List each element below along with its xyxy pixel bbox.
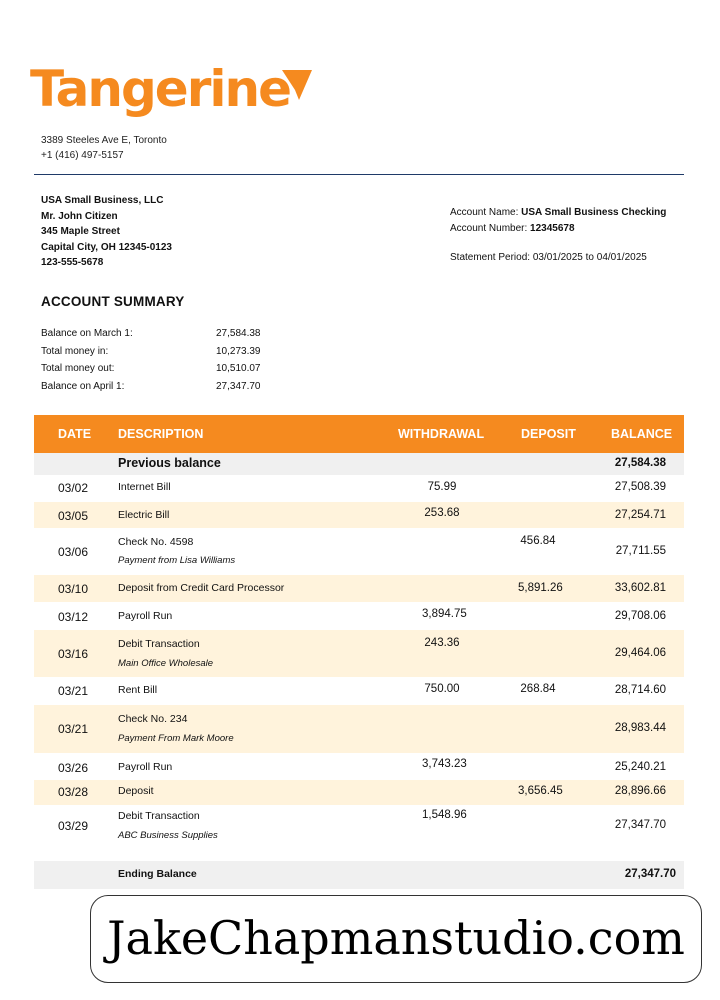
row-description: Internet Bill xyxy=(118,481,171,493)
row-description: Check No. 4598 xyxy=(118,536,194,548)
ending-balance-row xyxy=(34,861,684,889)
previous-balance-label: Previous balance xyxy=(118,456,221,470)
summary-row xyxy=(41,343,296,361)
header-date: DATE xyxy=(58,427,92,441)
header-divider xyxy=(34,174,684,175)
row-withdrawal: 75.99 xyxy=(427,481,457,493)
table-row xyxy=(34,780,684,805)
summary-row xyxy=(41,378,296,396)
row-withdrawal: 243.36 xyxy=(424,637,460,649)
row-date: 03/02 xyxy=(58,481,89,495)
table-row xyxy=(34,602,684,630)
table-row xyxy=(34,575,684,602)
header-withdrawal: WITHDRAWAL xyxy=(398,427,485,441)
account-number-row xyxy=(450,221,666,237)
table-row xyxy=(34,677,684,705)
row-date: 03/06 xyxy=(58,545,89,559)
row-description: Payroll Run xyxy=(118,610,173,622)
row-date: 03/05 xyxy=(58,509,89,523)
row-balance: 33,602.81 xyxy=(614,582,666,594)
row-withdrawal: 3,894.75 xyxy=(422,608,467,620)
account-info xyxy=(450,205,666,236)
logo-wordmark: Tangerine xyxy=(30,60,291,118)
table-row xyxy=(34,805,684,857)
row-balance: 27,508.39 xyxy=(614,481,666,493)
bank-address xyxy=(41,133,167,163)
row-balance: 27,254.71 xyxy=(614,509,666,521)
customer-name: Mr. John Citizen xyxy=(41,210,118,222)
row-deposit: 268.84 xyxy=(520,683,556,695)
row-balance: 29,708.06 xyxy=(614,610,666,622)
row-description: Electric Bill xyxy=(118,509,170,521)
row-description: Check No. 234 xyxy=(118,713,188,725)
row-date: 03/29 xyxy=(58,819,89,833)
ending-balance-value: 27,347.70 xyxy=(624,868,676,880)
summary-label: Total money out: xyxy=(41,363,115,375)
header-description: DESCRIPTION xyxy=(118,427,204,441)
row-balance: 28,983.44 xyxy=(614,722,666,734)
summary-row xyxy=(41,325,296,343)
row-balance: 27,711.55 xyxy=(615,545,666,557)
ending-balance-label: Ending Balance xyxy=(118,868,197,880)
table-row xyxy=(34,528,684,575)
table-header xyxy=(34,415,684,453)
row-date: 03/16 xyxy=(58,647,89,661)
row-date: 03/26 xyxy=(58,761,89,775)
row-deposit: 456.84 xyxy=(520,535,556,547)
row-withdrawal: 750.00 xyxy=(424,683,460,695)
row-sub-description: ABC Business Supplies xyxy=(118,830,218,841)
row-date: 03/21 xyxy=(58,722,89,736)
row-deposit: 5,891.26 xyxy=(518,582,563,594)
previous-balance-value: 27,584.38 xyxy=(614,457,666,469)
customer-phone: 123-555-5678 xyxy=(41,257,104,269)
row-balance: 28,714.60 xyxy=(614,684,666,696)
row-date: 03/28 xyxy=(58,785,89,799)
table-row xyxy=(34,630,684,677)
account-number-value: 12345678 xyxy=(530,222,575,234)
row-withdrawal: 1,548.96 xyxy=(422,809,467,821)
table-row xyxy=(34,705,684,753)
row-deposit: 3,656.45 xyxy=(518,785,563,797)
customer-city: Capital City, OH 12345-0123 xyxy=(41,241,172,253)
previous-balance-row xyxy=(34,453,684,475)
account-name-label: Account Name: xyxy=(450,207,519,218)
summary-row xyxy=(41,360,296,378)
summary-value: 27,584.38 xyxy=(216,328,261,339)
transactions-table xyxy=(34,415,684,889)
row-withdrawal: 253.68 xyxy=(424,507,460,519)
account-summary-title: ACCOUNT SUMMARY xyxy=(41,294,185,309)
summary-value: 10,273.39 xyxy=(216,345,261,357)
header-balance: BALANCE xyxy=(611,427,673,441)
row-description: Payroll Run xyxy=(118,761,173,773)
customer-street: 345 Maple Street xyxy=(41,226,120,238)
row-date: 03/21 xyxy=(58,684,89,698)
header-deposit: DEPOSIT xyxy=(521,427,576,441)
row-description: Deposit from Credit Card Processor xyxy=(118,582,285,594)
row-balance: 28,896.66 xyxy=(614,785,666,797)
account-number-label: Account Number: xyxy=(450,222,528,234)
summary-value: 27,347.70 xyxy=(216,380,261,392)
row-date: 03/10 xyxy=(58,582,89,596)
watermark-banner: JakeChapmanstudio.com xyxy=(90,895,702,983)
account-summary xyxy=(41,325,296,395)
bank-phone: +1 (416) 497-5157 xyxy=(41,150,124,161)
row-sub-description: Payment From Mark Moore xyxy=(118,733,234,744)
table-row xyxy=(34,753,684,780)
table-row xyxy=(34,502,684,528)
row-description: Deposit xyxy=(118,785,154,797)
summary-label: Balance on April 1: xyxy=(41,380,125,392)
account-name-row xyxy=(450,205,666,221)
row-date: 03/12 xyxy=(58,610,89,624)
row-withdrawal: 3,743.23 xyxy=(422,758,467,770)
row-balance: 25,240.21 xyxy=(614,761,666,773)
row-sub-description: Payment from Lisa Williams xyxy=(118,555,236,566)
table-row xyxy=(34,475,684,502)
account-name-value: USA Small Business Checking xyxy=(521,207,667,218)
bank-logo xyxy=(30,58,290,120)
logo-arrow-icon xyxy=(280,68,314,102)
summary-label: Balance on March 1: xyxy=(41,328,133,339)
row-balance: 29,464.06 xyxy=(614,647,666,659)
bank-address-line: 3389 Steeles Ave E, Toronto xyxy=(41,135,167,146)
row-description: Rent Bill xyxy=(118,684,158,696)
statement-period: Statement Period: 03/01/2025 to 04/01/2025 xyxy=(450,252,647,263)
row-balance: 27,347.70 xyxy=(614,819,666,831)
row-sub-description: Main Office Wholesale xyxy=(118,658,214,669)
summary-label: Total money in: xyxy=(41,345,109,357)
row-description: Debit Transaction xyxy=(118,810,200,822)
customer-company: USA Small Business, LLC xyxy=(41,195,164,206)
summary-value: 10,510.07 xyxy=(216,363,261,375)
customer-address-block xyxy=(41,193,172,271)
row-description: Debit Transaction xyxy=(118,638,200,650)
